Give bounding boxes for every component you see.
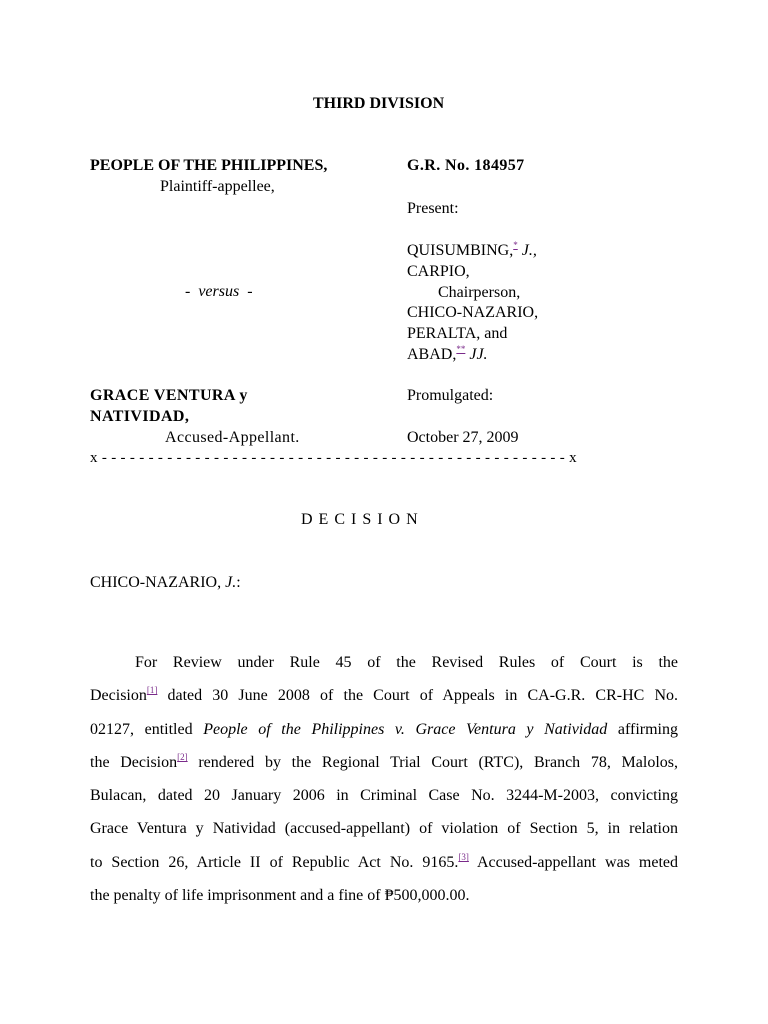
- footnote-link[interactable]: [2]: [177, 751, 188, 762]
- promulgated-label: Promulgated:: [407, 387, 494, 404]
- division-heading: THIRD DIVISION: [313, 95, 445, 112]
- accused-name-line2: NATIVIDAD,: [90, 408, 190, 425]
- paragraph-line: 02127, entitled People of the Philippines v. Grace Ventura y Natividad affirming: [90, 720, 678, 738]
- justice-quisumbing: QUISUMBING,* J.,: [407, 240, 537, 259]
- case-title: People of the Philippines v. Grace Ventura y Natividad: [203, 720, 608, 738]
- justice-carpio: CARPIO,: [407, 263, 470, 280]
- paragraph-line: Grace Ventura y Natividad (accused-appellant) of violation of Section 5, in relation: [90, 820, 678, 838]
- decision-paragraph: [90, 646, 678, 912]
- paragraph-line: the penalty of life imprisonment and a fine of ₱500,000.00.: [90, 887, 470, 905]
- ponente-name: CHICO-NAZARIO,: [90, 574, 222, 591]
- justice-peralta: PERALTA, and: [407, 325, 508, 342]
- paragraph-line: to Section 26, Article II of Republic Act No. 9165.[3] Accused-appellant was meted: [90, 851, 679, 871]
- caption-separator: x - - - - - - - - - - - - - - - - - - - - - - - - - - - - - - - - - - - - - - - - - - - - - - - - - - x: [90, 450, 577, 466]
- footnote-link[interactable]: [1]: [146, 685, 158, 696]
- promulgated-date: October 27, 2009: [407, 429, 519, 446]
- versus-word: versus: [198, 283, 240, 300]
- paragraph-line: Decision[1] dated 30 June 2008 of the Court of Appeals in CA-G.R. CR-HC No.: [90, 685, 678, 705]
- paragraph-line: the Decision[2] rendered by the Regional Trial Court (RTC), Branch 78, Malolos,: [90, 751, 679, 771]
- justice-chico-nazario: CHICO-NAZARIO,: [407, 304, 539, 321]
- footnote-marker[interactable]: **: [456, 344, 466, 354]
- gr-number: G.R. No. 184957: [407, 157, 525, 174]
- decision-heading: D E C I S I O N: [301, 511, 419, 528]
- present-label: Present:: [407, 200, 459, 217]
- justice-abad: ABAD,** JJ.: [407, 344, 488, 363]
- plaintiff-name: PEOPLE OF THE PHILIPPINES,: [90, 157, 328, 174]
- footnote-marker[interactable]: *: [513, 240, 518, 250]
- ponente-title: J.: [225, 574, 237, 591]
- paragraph-line: Bulacan, dated 20 January 2006 in Criminal Case No. 3244-M-2003, convicting: [90, 787, 678, 805]
- plaintiff-role: Plaintiff-appellee,: [160, 178, 275, 195]
- versus-dash: -: [185, 283, 191, 300]
- chairperson-label: Chairperson,: [438, 284, 521, 301]
- footnote-link[interactable]: [3]: [458, 851, 469, 862]
- paragraph-line: For Review under Rule 45 of the Revised Rules of Court is the: [135, 654, 678, 671]
- ponente-line: CHICO-NAZARIO, J.:: [90, 574, 241, 591]
- accused-name-line1: GRACE VENTURA y: [90, 387, 248, 404]
- versus-dash: -: [247, 283, 253, 300]
- accused-role: Accused-Appellant.: [165, 429, 300, 446]
- versus-label: [185, 284, 253, 300]
